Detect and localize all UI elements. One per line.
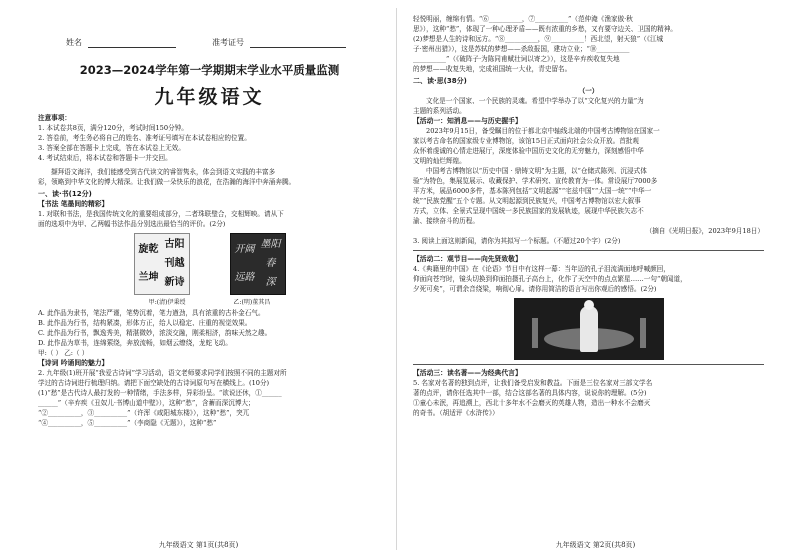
- news-line-5: 中国考古博物馆以“历史中国 · 鼎铸文明”为主题，以“仓储式陈列、沉浸式体: [426, 167, 647, 175]
- q5-line-3: ①童心未泯，再追溯上，西北十多年水不会磨灭的英雄人物，造出一种水不会磨灭: [413, 399, 651, 407]
- q5-line-4: 的奇书。（胡适评《水浒传》）: [413, 409, 499, 417]
- option-b: B. 此作品为行书，结构紧凑，形体方正，给人以稳定、庄重的视觉效果。: [38, 319, 252, 327]
- news-line-9: 方式，立体、全景式呈现中国统一多民族国家的发展轨迹，展现中华民族矢志不: [413, 207, 644, 215]
- caption-b: 乙:(明)董其昌: [233, 299, 271, 306]
- news-line-6: 验”为特色，集展览展示、收藏保护、学术研究、宣传教育为一体。常设展厅7000多: [413, 177, 658, 185]
- activity-classics: 【活动三：读名著——为经典代言】: [413, 369, 522, 377]
- stage-pillar-left: [532, 318, 538, 348]
- news-line-2: 家以考古命名的国家级专业博物馆，该馆15日正式面向社会公众开放。首批观: [413, 137, 639, 145]
- page-1-footer: 九年级语文 第1页(共8页): [158, 541, 239, 549]
- calligraphy-a-col-2: 古阳 刊越 新诗: [164, 239, 185, 288]
- news-line-7: 平方米，展品6000多件，基本陈列包括“文明起源”“宅兹中国”“大国一统”“中华一: [413, 187, 652, 195]
- right-page: [397, 0, 794, 558]
- note-3: 3. 答案全部在答题卡上完成，答在本试卷上无效。: [38, 144, 185, 152]
- q2-line-2: 学过的古诗词进行梳理归纳。请把下面空缺处的古诗词原句写在横线上。(10分): [38, 379, 270, 387]
- q2-cont-line-3[interactable]: (2)梦想是人生的诗和远方。“⑧__________，⑨__________！西北望，射天狼”（《江城: [413, 35, 664, 43]
- confucius-figure: [580, 306, 598, 352]
- q3-text: 3. 阅读上面这则新闻，请你为其拟写一个标题。（不超过20个字）(2分): [413, 237, 621, 245]
- q1-answer-row[interactable]: 甲:（ ） 乙:（ ）: [38, 349, 89, 357]
- calligraphy-a-col-1: 旋乾 兰坤: [138, 244, 159, 283]
- calligraphy-captions: [38, 297, 381, 306]
- q4-line-2: 仰面向苍穹时，镜头切换到仰面拍摄孔子高台上，化作了天空中的点点繁星……一句“朝闻道，: [413, 275, 687, 283]
- exam-number-label: 准考证号: [212, 38, 244, 47]
- stage-pillar-right: [640, 318, 646, 348]
- q2-line-6[interactable]: “④__________，⑤__________”（李商隐《无题》），这种“愁”: [38, 419, 217, 427]
- calligraphy-a-image: [134, 233, 190, 295]
- q1-line-1: 1. 对联和书法，是我国传统文化的重要组成部分，二者珠联璧合，交相辉映。请从下: [38, 210, 284, 218]
- calligraphy-b-col-1: 开阔 远路: [234, 244, 255, 283]
- q1-line-2: 面的选项中为甲、乙两幅书法作品分别选出最恰当的评价。(2分): [38, 220, 226, 228]
- q2-line-4[interactable]: ______”（辛弃疾《丑奴儿·书博山道中壁》），这种“愁”，含蓄而深沉博大；: [38, 399, 255, 407]
- q3-answer-line[interactable]: [413, 250, 764, 251]
- notes-title: 注意事项：: [38, 114, 71, 122]
- activity-poetry: 【诗词 吟诵间的魅力】: [38, 359, 109, 367]
- caption-a: 甲:(清)伊秉绶: [148, 299, 186, 306]
- q4-line-3: 夕死可矣”，可谓余音绕梁，响彻心扉。请你用简洁的语言写出你观后的感悟。(2分): [413, 285, 657, 293]
- q2-cont-line-4[interactable]: 子·密州出猎》），这是苏轼的梦想——杀敌报国，建功立业；“⑩__________: [413, 45, 630, 53]
- exam-number-blank[interactable]: [250, 38, 346, 48]
- q5-line-1: 5. 名家对名著的独到点评，让我们备受启发和教益。下面是三位名家对三部文学名: [413, 379, 653, 387]
- intro-line-2: 彩，领略到中华文化的博大精深。让我们做一朵快乐的浪花，在浩瀚的海洋中奔涌奔腾。: [38, 178, 296, 186]
- name-label: 姓名: [66, 38, 82, 47]
- intro-line-1: 撷拜语文海洋，我们能感受到古代读文的睿智隽永，体会到语文实践的丰富多: [51, 168, 276, 176]
- subject-title: 九年级语文: [154, 86, 265, 108]
- q2-line-5[interactable]: “②__________，③__________”（许浑《咸阳城东楼》），这种“愁”，突兀: [38, 409, 250, 417]
- name-blank[interactable]: [88, 38, 176, 48]
- q2-cont-line-5[interactable]: __________”（《破阵子·为陈同甫赋壮词以寄之》），这是辛弃疾收复失地: [413, 55, 620, 63]
- program-stage-photo: [514, 298, 664, 360]
- note-4: 4. 考试结束后，将本试卷和答题卡一并交回。: [38, 154, 172, 162]
- note-2: 2. 答卷前，考生务必将自己的姓名、准考证号填写在本试卷相应的位置。: [38, 134, 251, 142]
- q4-answer-line[interactable]: [413, 364, 764, 365]
- calligraphy-b-col-2: 墨阳 春 深: [260, 239, 281, 288]
- news-line-1: 2023年9月15日，备受瞩目的位于都北京中轴线北端的中国考古博物馆在国家一: [426, 127, 660, 135]
- q2-line-3[interactable]: (1)“愁”是古代诗人最打发的一种情绪，手法多样，异彩纷呈。“欲说还休，①______: [38, 389, 282, 397]
- calligraphy-b-image: [230, 233, 286, 295]
- exam-title: 2023—2024学年第一学期期末学业水平质量监测: [79, 63, 340, 77]
- option-c: C. 此作品为行书，飘逸秀美，精湛微妙，浓淡交融，刚柔相济，韵味天然之趣。: [38, 329, 272, 337]
- activity-program: 【活动二：观节目——向先贤致敬】: [413, 255, 522, 263]
- option-a: A. 此作品为隶书，笔法严谨，笔势沉着，笔力遒劲，具有浓重的古朴金石气。: [38, 309, 265, 317]
- topic-line-2: 主题的系列活动。: [413, 107, 466, 115]
- candidate-info-header: [66, 38, 381, 48]
- activity-news: 【活动一：知消息——与历史握手】: [413, 117, 522, 125]
- q5-line-2: 著的点评，请你任选其中一部，结合这部名著的具体内容，说说你的理解。(5分): [413, 389, 647, 397]
- section-1-heading: 一、读·书(12分): [38, 190, 92, 198]
- news-line-4: 文明的灿烂辉煌。: [413, 157, 466, 165]
- news-line-8: 统”“民族党醒”五个专题。从文明起源到民族复兴，中国考古博物馆以宏大叙事: [413, 197, 641, 205]
- topic-line-1: 文化是一个国家、一个民族的灵魂。希望中学举办了以“文化复兴的力量”为: [426, 97, 644, 105]
- news-source: （摘自《光明日报》，2023年9月18日）: [645, 227, 764, 235]
- q2-cont-line-6: 的梦想——收复失地，完成祖国统一大业，青史留名。: [413, 65, 572, 73]
- news-line-3: 众怀着虔诚的心情走进展厅，深度体验中国历史文化的无穷魅力，深刻感悟中华: [413, 147, 644, 155]
- q2-cont-line-1[interactable]: 轻悦明丽，缠绵有情。“⑥__________，⑦__________”（范仲淹《渔家傲·秋: [413, 15, 633, 23]
- calligraphy-images: [38, 233, 381, 295]
- confucius-head: [584, 300, 594, 310]
- news-line-10: 渝、接续奋斗的历程。: [413, 217, 479, 225]
- activity-calligraphy: 【书法 笔墨间的精彩】: [38, 200, 109, 208]
- q2-cont-line-2: 思》），这种“愁”，体现了一种心理矛盾——既有浓重的乡愁，又有要守边关、卫国的精神。: [413, 25, 677, 33]
- page-2-footer: 九年级语文 第2页(共8页): [555, 541, 636, 549]
- section-2-heading: 二、读·思(38分): [413, 77, 467, 85]
- q4-line-1: 4.《典籍里的中国》在《论语》节目中有这样一幕：当年迈的孔子泪流满面地呼喊颜回，: [413, 265, 670, 273]
- q2-line-1: 2. 九年级(1)班开展“我爱古诗词”学习活动，语文老师要求同学们按照不同的主题对所: [38, 369, 287, 377]
- part-1-heading: （一）: [578, 87, 599, 95]
- option-d: D. 此作品为草书，连绵萦绕，奔放流畅，如烟云缭绕，龙蛇飞动。: [38, 339, 232, 347]
- note-1: 1. 本试卷共8页，满分120分，考试时间150分钟。: [38, 124, 188, 132]
